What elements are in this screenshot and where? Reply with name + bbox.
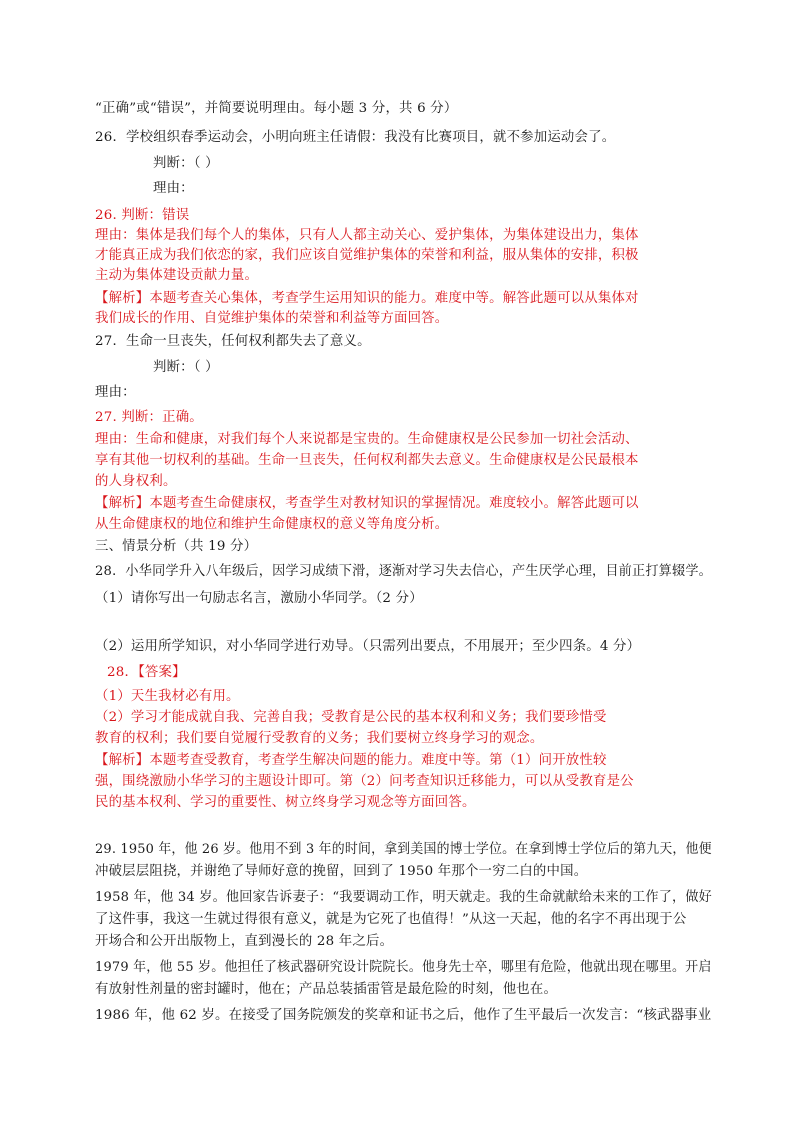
q26-analysis-line: 我们成长的作用、自觉维护集体的荣誉和利益等方面回答。 (95, 311, 449, 326)
q28-answer-1: （1）天生我材必有用。 (95, 689, 240, 704)
q28-analysis-line: 民的基本权利、学习的重要性、树立终身学习观念等方面回答。 (95, 795, 476, 810)
q27-answer-reason-line: 理由：生命和健康，对我们每个人来说都是宝贵的。生命健康权是公民参加一切社会活动、 (95, 432, 639, 447)
header-instruction-line: “正确”或“错误”，并简要说明理由。每小题 3 分，共 6 分） (95, 101, 458, 116)
section-heading: 三、情景分析（共 19 分） (95, 539, 258, 554)
q27-analysis-line: 【解析】本题考查生命健康权，考查学生对教材知识的掌握情况。难度较小。解答此题可以 (95, 496, 639, 511)
q26-answer-reason-line: 主动为集体建设贡献力量。 (95, 268, 259, 283)
q28-answer-2-line: 教育的权利；我们要自觉履行受教育的义务；我们要树立终身学习的观念。 (95, 731, 544, 746)
q26-reason: 理由： (153, 181, 194, 196)
q26-analysis-line: 【解析】本题考查关心集体，考查学生运用知识的能力。难度中等。解答此题可以从集体对 (95, 291, 639, 306)
q28-sub1: （1）请你写出一句励志名言，激励小华同学。（2 分） (95, 591, 423, 606)
q28-sub2: （2）运用所学知识，对小华同学进行劝导。（只需列出要点，不用展开；至少四条。4 分） (95, 639, 641, 654)
q27-question: 27．生命一旦丧失，任何权利都失去了意义。 (95, 334, 371, 349)
q29-paragraph-line: 冲破层层阻挠，并谢绝了导师好意的挽留，回到了 1950 年那个一穷二白的中国。 (95, 864, 588, 879)
q28-analysis-line: 强，围绕激励小华学习的主题设计即可。第（2）问考查知识迁移能力，可以从受教育是公 (95, 774, 634, 789)
q28-analysis-line: 【解析】本题考查受教育，考查学生解决问题的能力。难度中等。第（1）问开放性较 (95, 753, 607, 768)
q27-answer-reason-line: 的人身权利。 (95, 474, 177, 489)
q28-answer-2-line: （2）学习才能成就自我、完善自我；受教育是公民的基本权利和义务；我们要珍惜受 (95, 710, 607, 725)
q27-answer-title: 27. 判断：正确。 (95, 410, 203, 425)
q29-paragraph-line: 29. 1950 年，他 26 岁。他用不到 3 年的时间，拿到美国的博士学位。在拿到博士学位后的第九天，他便 (95, 842, 712, 857)
q29-paragraph-line: 1979 年，他 55 岁。他担任了核武器研究设计院院长。他身先士卒，哪里有危险，他就出现在哪里。开启 (95, 960, 712, 975)
q29-paragraph-line: 了这件事，我这一生就过得很有意义，就是为它死了也值得！”从这一天起，他的名字不再出现于公 (95, 912, 687, 927)
q29-paragraph-line: 1958 年，他 34 岁。他回家告诉妻子：“我要调动工作，明天就走。我的生命就献给未来的工作了，做好 (95, 890, 712, 905)
q27-answer-reason-line: 享有其他一切权利的基础。生命一旦丧失，任何权利都失去意义。生命健康权是公民最根本 (95, 453, 639, 468)
q27-reason: 理由： (95, 385, 136, 400)
q28-answer-title: 28．【答案】 (107, 665, 186, 680)
q26-judge: 判断：（ ） (153, 156, 219, 171)
q27-judge: 判断：（ ） (153, 360, 219, 375)
q27-analysis-line: 从生命健康权的地位和维护生命健康权的意义等角度分析。 (95, 517, 449, 532)
q26-question: 26．学校组织春季运动会，小明向班主任请假：我没有比赛项目，就不参加运动会了。 (95, 130, 616, 145)
q26-answer-reason-line: 理由：集体是我们每个人的集体，只有人人都主动关心、爱护集体，为集体建设出力，集体 (95, 228, 639, 243)
q26-answer-reason-line: 才能真正成为我们依恋的家，我们应该自觉维护集体的荣誉和利益，服从集体的安排，积极 (95, 248, 639, 263)
q29-paragraph-line: 1986 年，他 62 岁。在接受了国务院颁发的奖章和证书之后，他作了生平最后一次发言：“核武器事业 (95, 1008, 712, 1023)
q29-paragraph-line: 有放射性剂量的密封罐时，他在；产品总装插雷管是最危险的时刻，他也在。 (95, 982, 558, 997)
q29-paragraph-line: 开场合和公开出版物上，直到漫长的 28 年之后。 (95, 934, 394, 949)
q28-question: 28．小华同学升入八年级后，因学习成绩下滑，逐渐对学习失去信心，产生厌学心理，目前正打算辍学。 (95, 564, 713, 579)
q26-answer-title: 26. 判断：错误 (95, 208, 190, 223)
